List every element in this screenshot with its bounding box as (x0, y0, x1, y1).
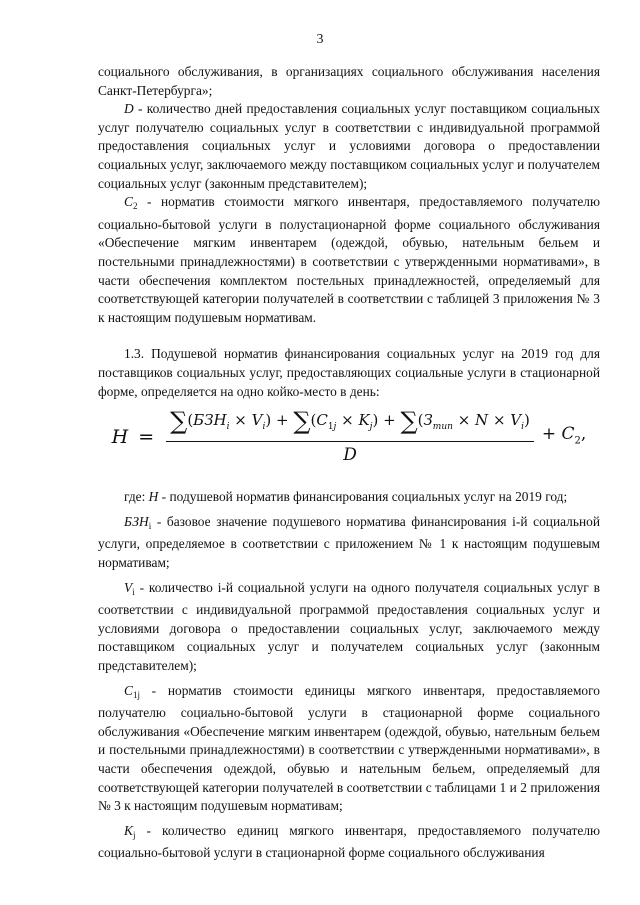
formula-lhs: H (111, 426, 129, 449)
definition-c1j-text: - норматив стоимости единицы мягкого инвентаря, предоставляемого получателю социально-бытовой услуги в стационарной форме социального обслуживания «Обеспечение мягким инвентарем (одеждой, обувью, нательным бельем и постельными принадлежностями) в соответствии с утвержденными нормативами», в части обеспечения одеждой, обувью и нательным бельем, определяемый для соответствующей категории получателей в соответствии с таблицами 1 и 2 приложения № 3 к настоящим подушевым нормативам; (98, 682, 600, 814)
definition-v (98, 579, 600, 676)
definition-h-text: - подушевой норматив финансирования социальных услуг на 2019 год; (158, 489, 568, 505)
definition-h: где: H - подушевой норматив финансирования социальных услуг на 2019 год; (124, 489, 568, 505)
symbol-d: D (124, 101, 134, 117)
definition-bzn (98, 513, 600, 573)
definition-d-text: - количество дней предоставления социальных услуг поставщиком социальных услуг получателю социальных услуг в соответствии с индивидуальной программой предоставления социальных услуг и условиями договора о предоставлении социальных услуг, заключаемого между поставщиком социальных услуг и получателем социальных услуг (законным представителем); (98, 101, 600, 191)
symbol-c1j: $C_{1j}$ (124, 682, 140, 700)
section-1-3: 1.3. Подушевой норматив финансирования социальных услуг на 2019 год для поставщиков социальных услуг, предоставляющих социальные услуги в стационарной форме, определяется на одно койко-место в день: (98, 346, 600, 399)
symbol-bzn: $БЗН_i$ (124, 513, 152, 531)
symbol-c2: $C_2$ (124, 194, 138, 212)
definition-c2-text: - норматив стоимости мягкого инвентаря, предоставляемого получателю социально-бытовой услуги в полустационарной форме социального обслуживания «Обеспечение мягким инвентарем (одеждой, обувью, нательным бельем и постельными принадлежностями) в соответствии с утвержденными нормативами», в части обеспечения комплектом постельных принадлежностей, определяемый для соответствующей категории получателей в соответствии с таблицей 3 приложения № 3 к настоящим подушевым нормативам. (98, 194, 600, 325)
formula-denominator: D (343, 444, 357, 465)
formula (98, 407, 600, 465)
definition-c1j (98, 682, 600, 816)
formula-fraction (166, 407, 534, 465)
formula-equals: = (138, 426, 155, 449)
definition-bzn-text: - базовое значение подушевого норматива финансирования i-й социальной услуги, определяемое в соответствии с приложением № 1 к настоящим подушевым нормативам; (98, 513, 600, 571)
paragraph-continuation: социального обслуживания, в организациях социального обслуживания населения Санкт-Петербурга»; (98, 64, 600, 98)
definition-kj (98, 822, 600, 863)
definition-kj-text: - количество единиц мягкого инвентаря, предоставляемого получателю социально-бытовой услуги в стационарной форме социального обслуживания (98, 822, 600, 861)
formula-numerator: $\sum(БЗН_i \times V_i) + \sum(C_{1j} \times K_j) + \sum(З_{mun} \times N \times V_i)$ (170, 407, 530, 436)
definition-v-text: - количество i-й социальной услуги на одного получателя социальных услуг в соответствии с индивидуальной программой предоставления социальных услуг и условиями договора о предоставлении социальных услуг, заключаемого между поставщиком социальных услуг и получателем социальных услуг (законным представителем); (98, 579, 600, 674)
symbol-h: H (148, 489, 159, 505)
definition-c2 (98, 193, 600, 327)
page-number: 3 (316, 32, 324, 47)
symbol-v: $V_i$ (124, 579, 135, 597)
definition-d (98, 100, 600, 193)
formula-tail: + $C_2$, (541, 423, 587, 447)
symbol-kj: $K_j$ (124, 822, 136, 840)
document-body (98, 63, 600, 863)
